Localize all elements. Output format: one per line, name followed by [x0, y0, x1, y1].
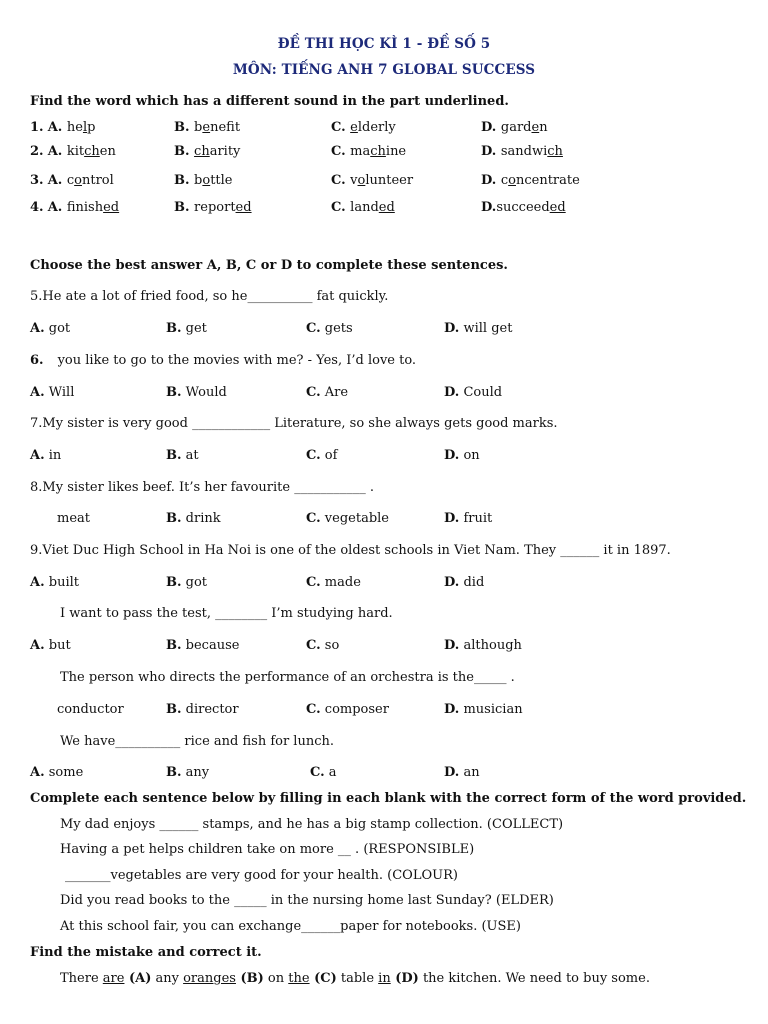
- question-8: 8.My sister likes beef. It’s her favourite ___________ .: [30, 480, 374, 495]
- option-c: C. machine: [331, 144, 407, 159]
- word-form-item: My dad enjoys ______ stamps, and he has a big stamp collection. (COLLECT): [60, 817, 564, 832]
- q7-option-c: C. of: [306, 448, 338, 463]
- option-d: D. garden: [481, 120, 548, 135]
- question-7: 7.My sister is very good ____________ Literature, so she always gets good marks.: [30, 416, 558, 431]
- section1-heading: Find the word which has a different sound in the part underlined.: [30, 94, 509, 109]
- q6-option-c: C. Are: [306, 385, 349, 400]
- q10-option-d: D. although: [444, 638, 522, 653]
- option-c: C. elderly: [331, 120, 396, 135]
- word-form-item: _______vegetables are very good for your health. (COLOUR): [65, 868, 458, 883]
- question-5: 5.He ate a lot of fried food, so he__________ fat quickly.: [30, 289, 389, 304]
- q10-option-c: C. so: [306, 638, 340, 653]
- option-a: 1. A. help: [30, 120, 96, 135]
- q5-option-a: A. got: [30, 321, 71, 336]
- option-c: C. volunteer: [331, 173, 414, 188]
- q5-option-c: C. gets: [306, 321, 353, 336]
- q12-option-c: C. a: [310, 765, 337, 780]
- option-a: 4. A. finished: [30, 200, 120, 215]
- q9-option-d: D. did: [444, 575, 485, 590]
- q8-option-d: D. fruit: [444, 511, 493, 526]
- q8-option-a: meat: [57, 511, 90, 526]
- question-9: 9.Viet Duc High School in Ha Noi is one of the oldest schools in Viet Nam. They ______ it in 1897.: [30, 543, 671, 558]
- option-d: D.succeeded: [481, 200, 566, 215]
- question-11: The person who directs the performance of an orchestra is the_____ .: [60, 670, 515, 685]
- word-form-item: At this school fair, you can exchange______paper for notebooks. (USE): [60, 919, 521, 934]
- option-d: D. sandwich: [481, 144, 563, 159]
- q7-option-d: D. on: [444, 448, 480, 463]
- q11-option-c: C. composer: [306, 702, 389, 717]
- option-b: B. bottle: [174, 173, 233, 188]
- mistake-sentence: There are (A) any oranges (B) on the (C) table in (D) the kitchen. We need to buy some.: [60, 971, 650, 986]
- q7-option-b: B. at: [166, 448, 199, 463]
- option-a: 3. A. control: [30, 173, 114, 188]
- question-12: We have__________ rice and fish for lunch.: [60, 734, 334, 749]
- q7-option-a: A. in: [30, 448, 62, 463]
- option-c: C. landed: [331, 200, 395, 215]
- section3-heading: Complete each sentence below by filling in each blank with the correct form of the word provided.: [30, 791, 747, 806]
- q6-option-b: B. Would: [166, 385, 227, 400]
- word-form-item: Did you read books to the _____ in the nursing home last Sunday? (ELDER): [60, 893, 554, 908]
- q9-option-a: A. built: [30, 575, 79, 590]
- option-d: D. concentrate: [481, 173, 580, 188]
- option-b: B. reported: [174, 200, 252, 215]
- q6-option-a: A. Will: [30, 385, 75, 400]
- q9-option-c: C. made: [306, 575, 361, 590]
- q5-option-d: D. will get: [444, 321, 513, 336]
- q6-option-d: D. Could: [444, 385, 503, 400]
- option-a: 2. A. kitchen: [30, 144, 116, 159]
- q12-option-a: A. some: [30, 765, 84, 780]
- exam-title: ĐỀ THI HỌC KÌ 1 - ĐỀ SỐ 5: [277, 36, 491, 52]
- q8-option-c: C. vegetable: [306, 511, 389, 526]
- question-6: 6. you like to go to the movies with me? - Yes, I’d love to.: [30, 353, 417, 368]
- question-10: I want to pass the test, ________ I’m studying hard.: [60, 606, 393, 621]
- q10-option-a: A. but: [30, 638, 71, 653]
- q12-option-b: B. any: [166, 765, 210, 780]
- q10-option-b: B. because: [166, 638, 240, 653]
- option-b: B. benefit: [174, 120, 241, 135]
- q11-option-b: B. director: [166, 702, 239, 717]
- q9-option-b: B. got: [166, 575, 208, 590]
- section4-heading: Find the mistake and correct it.: [30, 945, 262, 960]
- q12-option-d: D. an: [444, 765, 480, 780]
- option-b: B. charity: [174, 144, 241, 159]
- section2-heading: Choose the best answer A, B, C or D to complete these sentences.: [30, 258, 508, 273]
- q11-option-d: D. musician: [444, 702, 523, 717]
- q11-option-a: conductor: [57, 702, 124, 717]
- word-form-item: Having a pet helps children take on more __ . (RESPONSIBLE): [60, 842, 475, 857]
- q8-option-b: B. drink: [166, 511, 221, 526]
- exam-subtitle: MÔN: TIẾNG ANH 7 GLOBAL SUCCESS: [232, 62, 536, 78]
- q5-option-b: B. get: [166, 321, 207, 336]
